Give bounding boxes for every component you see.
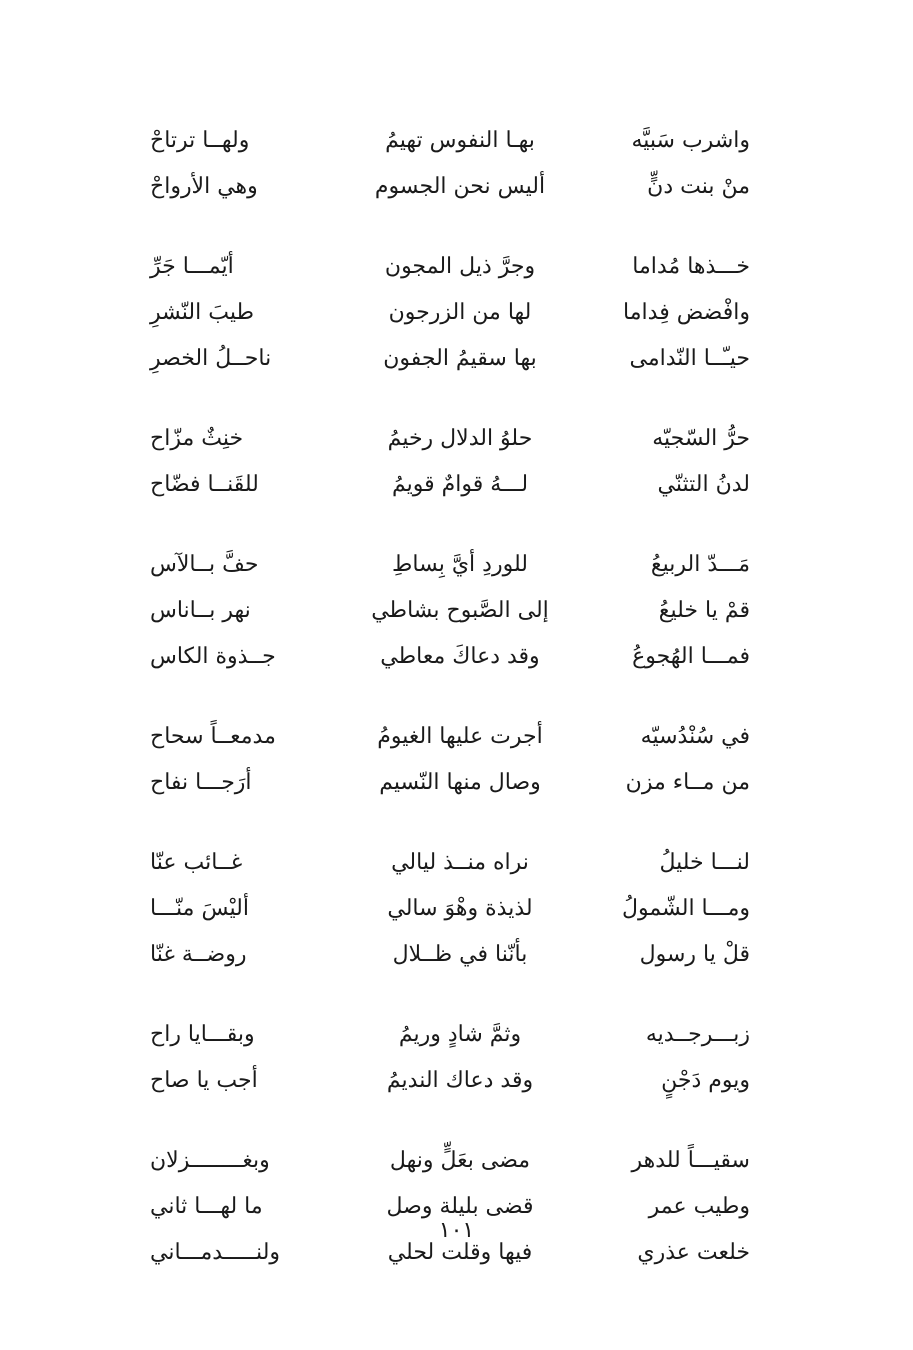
verse-segment: أليْسَ منّـــا	[150, 896, 249, 921]
verse-segment: ناحــلُ الخصرِ	[150, 346, 272, 371]
poem	[150, 118, 750, 1310]
verse-line	[150, 416, 750, 462]
verse-segment: ولهــا ترتاحْ	[150, 128, 250, 153]
verse-segment: وقد دعاكَ معاطي	[380, 644, 540, 669]
verse-segment: مَـــدّ الربيعُ	[650, 552, 750, 577]
verse-segment: أجب يا صاح	[150, 1068, 258, 1093]
verse-segment: حرُّ السّجيّه	[652, 426, 750, 451]
verse-segment: لدنُ التثنّي	[657, 472, 750, 497]
verse-segment: فمـــا الهُجوعُ	[632, 644, 750, 669]
verse-segment: لنـــا خليلُ	[659, 850, 750, 875]
verse-segment: لـــهُ قوامٌ قويمُ	[391, 472, 529, 497]
verse-segment: مدمعــاً سحاح	[150, 724, 276, 749]
verse-segment: ومـــا الشّمولُ	[622, 896, 750, 921]
verse-segment: روضــة غنّا	[150, 942, 247, 967]
verse-segment: خـــذها مُداما	[632, 254, 750, 279]
verse-segment: حيـّــا النّدامى	[629, 346, 750, 371]
verse-segment: منْ بنت دنٍّ	[647, 174, 750, 199]
verse-line	[150, 886, 750, 932]
stanza	[150, 542, 750, 680]
verse-segment: قضى بليلة وصل	[386, 1194, 534, 1219]
page-number: ١٠١	[438, 1218, 475, 1243]
verse-segment: وبقـــايا راح	[150, 1022, 255, 1047]
verse-line	[150, 118, 750, 164]
verse-segment: مضى بعَلٍّ ونهل	[389, 1148, 531, 1173]
verse-line	[150, 634, 750, 680]
verse-segment: في سُنْدُسيّه	[640, 724, 750, 749]
verse-segment: للقَنــا فضّاح	[150, 472, 259, 497]
verse-line	[150, 336, 750, 382]
verse-segment: وبغــــــــزلان	[150, 1148, 270, 1173]
verse-segment: سقيـــاً للدهر	[631, 1148, 750, 1173]
stanza	[150, 840, 750, 978]
verse-segment: قلْ يا رسول	[639, 942, 750, 967]
verse-segment: خلعت عذري	[637, 1240, 750, 1265]
verse-line	[150, 588, 750, 634]
verse-segment: بها سقيمُ الجفون	[383, 346, 537, 371]
verse-segment: طيبَ النّشرِ	[150, 300, 254, 325]
verse-line	[150, 840, 750, 886]
verse-segment: قمْ يا خليعُ	[658, 598, 750, 623]
verse-segment: أليس نحن الجسوم	[374, 174, 546, 199]
verse-line	[150, 290, 750, 336]
verse-segment: وجرَّ ذيل المجون	[384, 254, 536, 279]
verse-line	[150, 244, 750, 290]
verse-segment: من مــاء مزن	[625, 770, 750, 795]
stanza	[150, 714, 750, 806]
verse-segment: نراه منــذ ليالي	[391, 850, 529, 875]
verse-segment: حلوُ الدلال رخيمُ	[387, 426, 533, 451]
verse-segment: ولنـــــدمـــاني	[150, 1240, 281, 1265]
verse-segment: بأنّنا في ظــلال	[392, 942, 528, 967]
verse-line	[150, 164, 750, 210]
verse-segment: واشرب سَبيَّه	[631, 128, 750, 153]
stanza	[150, 118, 750, 210]
verse-segment: وصال منها النّسيم	[379, 770, 541, 795]
verse-segment: لذيذة وهْوَ سالي	[387, 896, 533, 921]
verse-segment: زبـــرجــديه	[645, 1022, 750, 1047]
verse-segment: للوردِ أيَّ بِساطِ	[392, 552, 528, 577]
verse-segment: وافْضض فِداما	[623, 300, 750, 325]
verse-segment: لها من الزرجون	[388, 300, 532, 325]
verse-line	[150, 1058, 750, 1104]
verse-line	[150, 462, 750, 508]
verse-segment: أجرت عليها الغيومُ	[377, 724, 543, 749]
verse-segment: وهي الأرواحْ	[150, 174, 258, 199]
verse-line	[150, 932, 750, 978]
verse-segment: بهـا النفوس تهيمُ	[385, 128, 535, 153]
verse-segment: ويوم دَجْنٍ	[661, 1068, 750, 1093]
verse-segment: وثمَّ شادٍ وريمُ	[398, 1022, 522, 1047]
verse-line	[150, 714, 750, 760]
verse-line	[150, 760, 750, 806]
verse-segment: أرَجـــا نفاح	[150, 770, 252, 795]
verse-segment: فيها وقلت لحلي	[387, 1240, 533, 1265]
verse-segment: غــائب عنّا	[150, 850, 243, 875]
verse-segment: نهر بــاناس	[150, 598, 251, 623]
verse-line	[150, 542, 750, 588]
verse-segment: خنِثٌ مزّاح	[150, 426, 244, 451]
verse-line	[150, 1012, 750, 1058]
stanza	[150, 416, 750, 508]
verse-line	[150, 1138, 750, 1184]
verse-segment: وقد دعاك النديمُ	[386, 1068, 534, 1093]
stanza	[150, 244, 750, 382]
verse-segment: حفَّ بــالآس	[150, 552, 259, 577]
verse-segment: وطيب عمر	[648, 1194, 750, 1219]
verse-segment: أيّمـــا جَرِّ	[150, 254, 234, 279]
verse-segment: إلى الصَّبوح بشاطي	[371, 598, 549, 623]
stanza	[150, 1138, 750, 1276]
verse-segment: ما لهـــا ثاني	[150, 1194, 263, 1219]
verse-segment: جــذوة الكاس	[150, 644, 276, 669]
stanza	[150, 1012, 750, 1104]
